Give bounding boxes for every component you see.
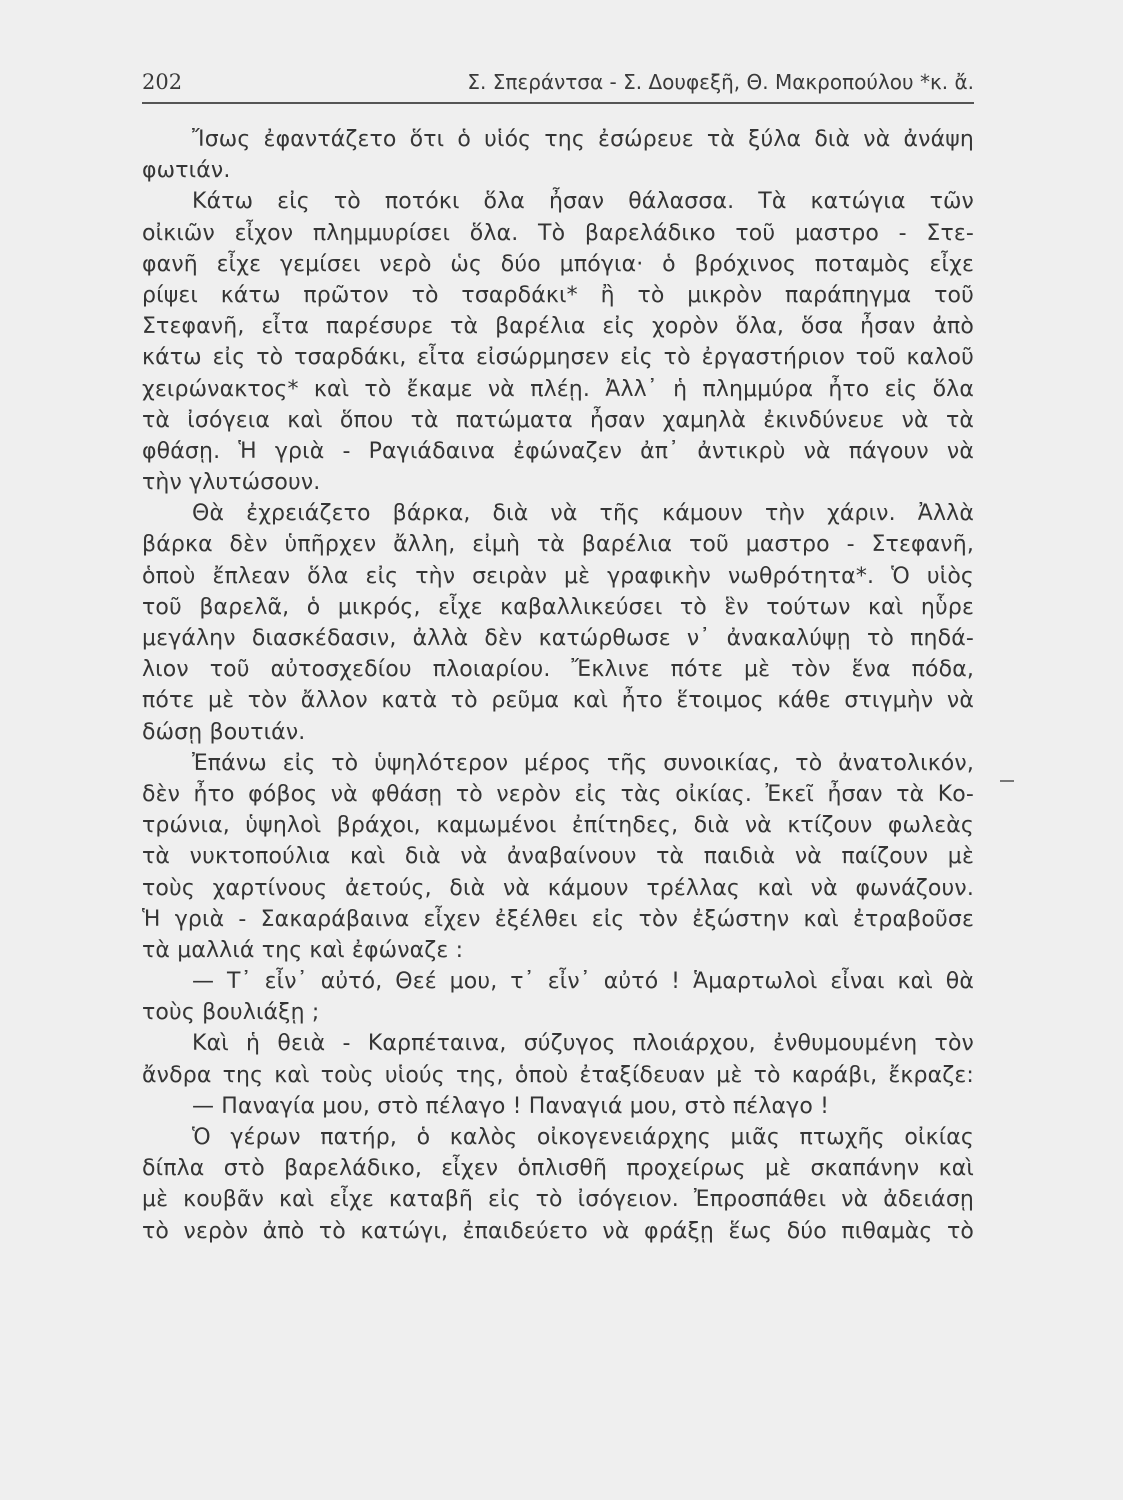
text-line: — Παναγία μου, στὸ πέλαγο ! Παναγιά μου, στὸ πέλαγο ! [192,1093,830,1119]
text-line: Ἴσως ἐφαντάζετο ὅτι ὁ υἱός της ἐσώρευε τὰ ξύλα διὰ νὰ ἀνάψη [192,127,974,152]
text-line: τὰ νυκτοπούλια καὶ διὰ νὰ ἀναβαίνουν τὰ παιδιὰ νὰ παίζουν μὲ [142,844,974,870]
text-line: μὲ κουβᾶν καὶ εἶχε καταβῆ εἰς τὸ ἰσόγειον. Ἐπροσπάθει νὰ ἀδειάσῃ [142,1187,974,1213]
header-rule [142,102,974,104]
text-line: ἄνδρα της καὶ τοὺς υἱούς της, ὁποὺ ἐταξίδευαν μὲ τὸ καράβι, ἔκραζε: [142,1062,974,1088]
text-line: Κάτω εἰς τὸ ποτόκι ὅλα ἦσαν θάλασσα. Τὰ κατώγια τῶν [192,189,974,215]
scan-mark [1000,780,1014,782]
running-head [142,66,974,102]
text-line: Ὁ γέρων πατήρ, ὁ καλὸς οἰκογενειάρχης μιᾶς πτωχῆς οἰκίας [192,1125,974,1150]
text-line: φανῆ εἶχε γεμίσει νερὸ ὡς δύο μπόγια· ὁ βρόχινος ποταμὸς εἶχε [142,251,974,277]
text-line: οἰκιῶν εἶχον πλημμυρίσει ὅλα. Τὸ βαρελάδικο τοῦ μαστρο - Στε- [142,220,974,246]
text-line: χειρώνακτος* καὶ τὸ ἔκαμε νὰ πλέῃ. Ἀλλ᾽ ἡ πλημμύρα ἦτο εἰς ὅλα [142,376,974,402]
text-line: πότε μὲ τὸν ἄλλον κατὰ τὸ ρεῦμα καὶ ἦτο ἕτοιμος κάθε στιγμὴν νὰ [142,688,974,714]
text-line: τὰ ἰσόγεια καὶ ὅπου τὰ πατώματα ἦσαν χαμηλὰ ἐκινδύνευε νὰ τὰ [142,407,974,433]
text-line: δίπλα στὸ βαρελάδικο, εἶχεν ὁπλισθῆ προχείρως μὲ σκαπάνην καὶ [142,1156,974,1182]
text-line: δὲν ἦτο φόβος νὰ φθάσῃ τὸ νερὸν εἰς τὰς οἰκίας. Ἐκεῖ ἦσαν τὰ Κο- [142,781,974,807]
text-line: τὸ νερὸν ἀπὸ τὸ κατώγι, ἐπαιδεύετο νὰ φράξῃ ἕως δύο πιθαμὰς τὸ [142,1218,974,1244]
text-line: τοὺς χαρτίνους ἀετούς, διὰ νὰ κάμουν τρέλλας καὶ νὰ φωνάζουν. [142,875,974,901]
text-line: λιον τοῦ αὐτοσχεδίου πλοιαρίου. Ἔκλινε πότε μὲ τὸν ἕνα πόδα, [142,657,974,683]
text-line: Στεφανῆ, εἶτα παρέσυρε τὰ βαρέλια εἰς χορὸν ὅλα, ὅσα ἦσαν ἀπὸ [142,314,974,340]
text-line: βάρκα δὲν ὑπῆρχεν ἄλλη, εἰμὴ τὰ βαρέλια τοῦ μαστρο - Στεφανῆ, [142,532,974,558]
page-number: 202 [142,70,183,94]
text-body [142,124,974,1247]
text-line: τρώνια, ὑψηλοὶ βράχοι, καμωμένοι ἐπίτηδες, διὰ νὰ κτίζουν φωλεὰς [142,813,974,839]
text-line: Καὶ ἡ θειὰ - Καρπέταινα, σύζυγος πλοιάρχου, ἐνθυμουμένη τὸν [192,1031,974,1057]
text-line: δώσῃ βουτιάν. [142,719,306,745]
text-line: Θὰ ἐχρειάζετο βάρκα, διὰ νὰ τῆς κάμουν τὴν χάριν. Ἀλλὰ [192,501,974,527]
text-line: φωτιάν. [142,158,231,184]
text-line: Ἡ γριὰ - Σακαράβαινα εἶχεν ἐξέλθει εἰς τὸν ἐξώστην καὶ ἐτραβοῦσε [142,906,974,932]
text-line: Ἐπάνω εἰς τὸ ὑψηλότερον μέρος τῆς συνοικίας, τὸ ἀνατολικόν, [192,750,974,776]
text-line: φθάσῃ. Ἡ γριὰ - Ραγιάδαινα ἐφώναζεν ἀπ᾽ ἀντικρὺ νὰ πάγουν νὰ [142,438,974,464]
text-line: — Τ᾽ εἶν᾽ αὐτό, Θεέ μου, τ᾽ εἶν᾽ αὐτό ! Ἁμαρτωλοὶ εἶναι καὶ θὰ [192,969,974,995]
text-line: τὰ μαλλιά της καὶ ἐφώναζε : [142,937,464,963]
text-line: τὴν γλυτώσουν. [142,470,321,496]
running-head-title: Σ. Σπεράντσα - Σ. Δουφεξῆ, Θ. Μακροπούλου *κ. ἄ. [467,70,974,94]
text-line: ὁποὺ ἔπλεαν ὅλα εἰς τὴν σειρὰν μὲ γραφικὴν νωθρότητα*. Ὁ υἱὸς [142,563,974,589]
text-line: τοῦ βαρελᾶ, ὁ μικρός, εἶχε καβαλλικεύσει τὸ ἓν τούτων καὶ ηὗρε [142,594,974,620]
text-line: κάτω εἰς τὸ τσαρδάκι, εἶτα εἰσώρμησεν εἰς τὸ ἐργαστήριον τοῦ καλοῦ [142,345,974,371]
text-line: ρίψει κάτω πρῶτον τὸ τσαρδάκι* ἢ τὸ μικρὸν παράπηγμα τοῦ [142,282,974,308]
text-line: τοὺς βουλιάξῃ ; [142,1000,320,1026]
text-line: μεγάλην διασκέδασιν, ἀλλὰ δὲν κατώρθωσε ν᾽ ἀνακαλύψῃ τὸ πηδά- [142,626,974,651]
